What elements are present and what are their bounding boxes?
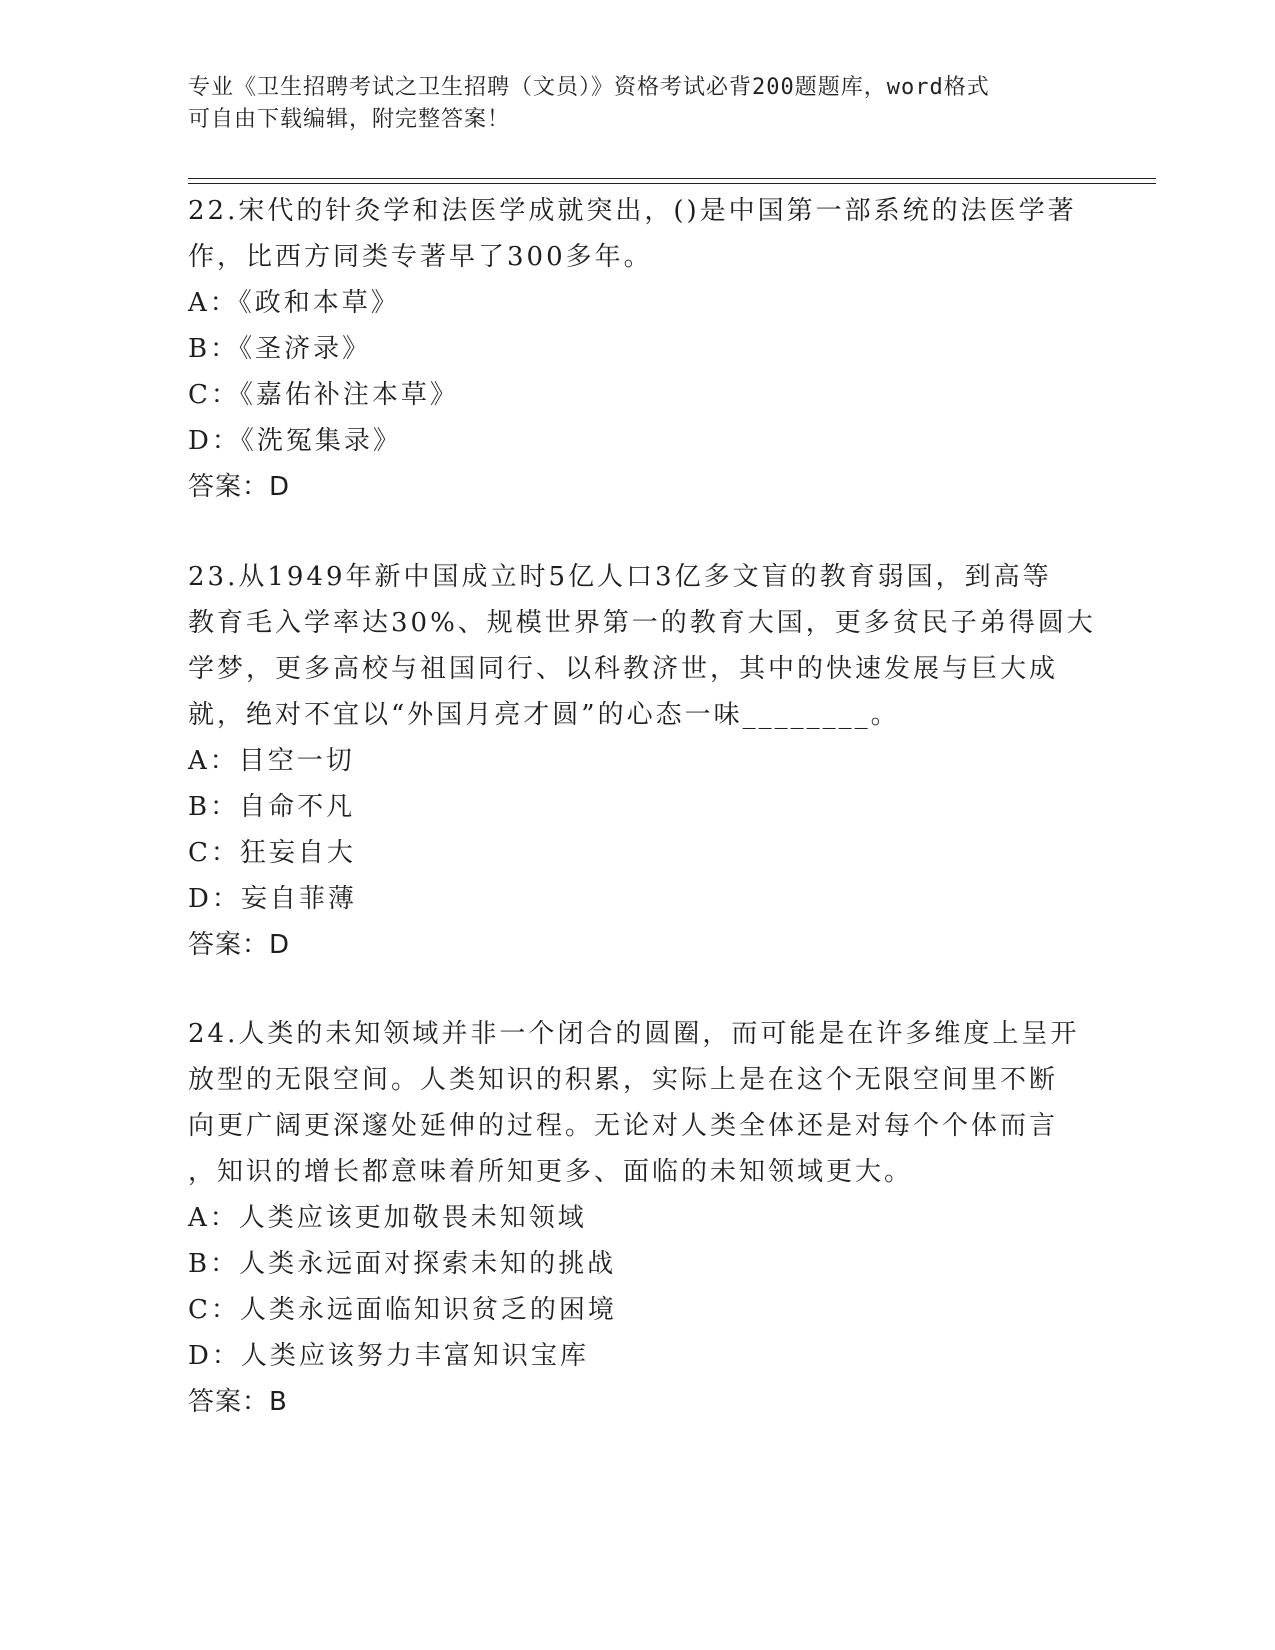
option-c: C：《嘉佑补注本草》 — [188, 380, 459, 410]
question-stem-line: 向更广阔更深邃处延伸的过程。无论对人类全体还是对每个个体而言 — [188, 1111, 1059, 1141]
option-d: D：人类应该努力丰富知识宝库 — [188, 1341, 589, 1371]
option-b: B：自命不凡 — [188, 792, 356, 822]
answer-line: 答案：D — [188, 472, 291, 502]
question-stem-line: 作，比西方同类专著早了300多年。 — [188, 242, 653, 272]
question-stem-line: 就，绝对不宜以“外国月亮才圆”的心态一味________。 — [188, 700, 900, 730]
option-a: A：人类应该更加敬畏未知领域 — [188, 1203, 587, 1233]
question-23 — [188, 554, 1096, 968]
question-22 — [188, 188, 1088, 510]
question-stem-line: 学梦，更多高校与祖国同行、以科教济世，其中的快速发展与巨大成 — [188, 654, 1059, 684]
answer-line: 答案：B — [188, 1387, 288, 1417]
header-line-1: 专业《卫生招聘考试之卫生招聘（文员）》资格考试必背200题题库，word格式 — [188, 75, 990, 100]
header-line-2: 可自由下载编辑，附完整答案！ — [188, 107, 511, 132]
option-b: B：《圣济录》 — [188, 334, 372, 364]
option-a: A：目空一切 — [188, 746, 355, 776]
option-c: C：狂妄自大 — [188, 838, 356, 868]
header-divider-top — [188, 178, 1156, 179]
answer-line: 答案：D — [188, 930, 291, 960]
option-c: C：人类永远面临知识贫乏的困境 — [188, 1295, 617, 1325]
question-24 — [188, 1011, 1088, 1425]
question-stem-line: 教育毛入学率达30%、规模世界第一的教育大国，更多贫民子弟得圆大 — [188, 608, 1096, 638]
header-divider-bottom — [188, 183, 1156, 184]
option-a: A：《政和本草》 — [188, 288, 400, 318]
question-stem-line: 放型的无限空间。人类知识的积累，实际上是在这个无限空间里不断 — [188, 1065, 1059, 1095]
option-b: B：人类永远面对探索未知的挑战 — [188, 1249, 617, 1279]
question-stem-line: 23.从1949年新中国成立时5亿人口3亿多文盲的教育弱国，到高等 — [188, 562, 1052, 592]
option-d: D：《洗冤集录》 — [188, 426, 402, 456]
question-stem-line: ，知识的增长都意味着所知更多、面临的未知领域更大。 — [188, 1157, 914, 1187]
question-stem-line: 22.宋代的针灸学和法医学成就突出，()是中国第一部系统的法医学著 — [188, 196, 1077, 226]
document-header — [188, 72, 1088, 136]
option-d: D：妄自菲薄 — [188, 884, 357, 914]
question-stem-line: 24.人类的未知领域并非一个闭合的圆圈，而可能是在许多维度上呈开 — [188, 1019, 1080, 1049]
